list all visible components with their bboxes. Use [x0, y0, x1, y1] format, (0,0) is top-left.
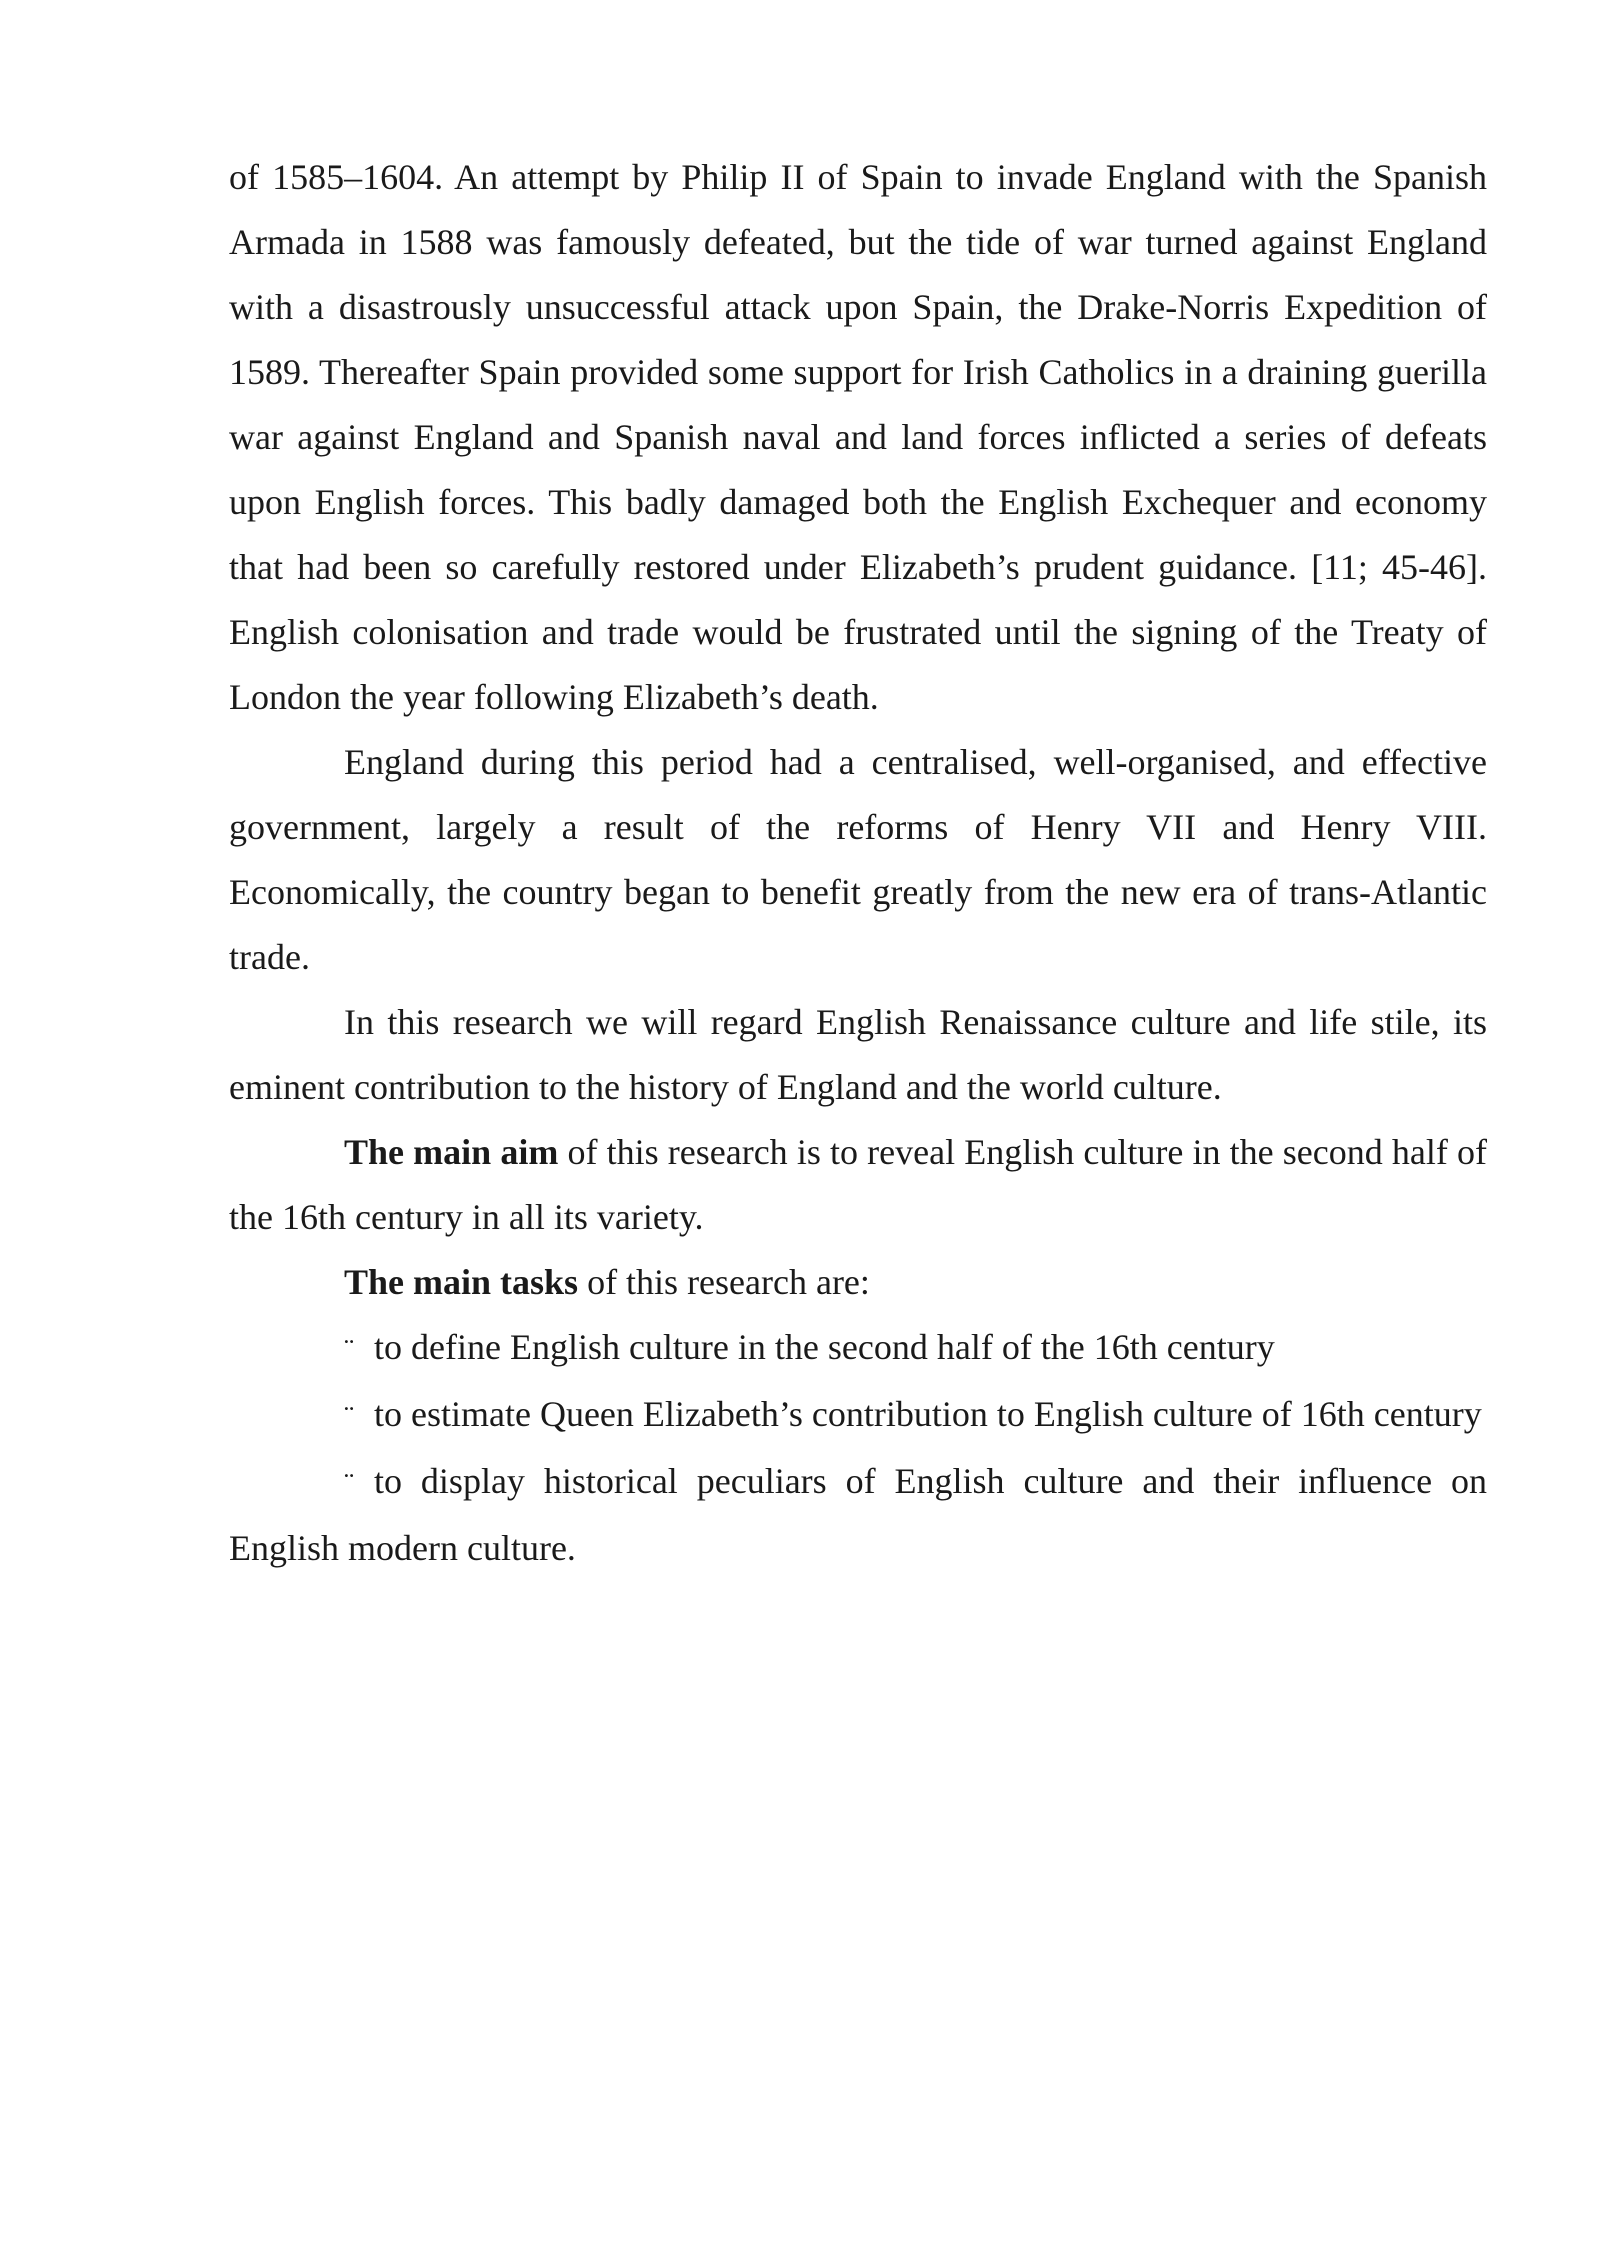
- paragraph-main-aim: [229, 1120, 1487, 1250]
- main-aim-text: of this research is to reveal English culture in the second half of the 16th century in all its variety.: [229, 1132, 1488, 1237]
- paragraph-research-intro: In this research we will regard English Renaissance culture and life stile, its eminent contribution to the history of England and the world culture.: [229, 1002, 1487, 1107]
- paragraph-main-tasks: [229, 1250, 1487, 1315]
- task-text: to display historical peculiars of English culture and their influence on English modern culture.: [229, 1461, 1487, 1568]
- main-tasks-label: The main tasks: [344, 1262, 579, 1302]
- document-body: [229, 145, 1487, 1581]
- bullet-icon: ¨: [344, 1400, 354, 1433]
- task-item: [229, 1382, 1487, 1449]
- task-item: [229, 1449, 1487, 1581]
- main-tasks-text: of this research are:: [578, 1262, 870, 1302]
- paragraph-government: England during this period had a centralised, well-organised, and effective government, largely a result of the reforms of Henry VII and Henry VIII. Economically, the country began to benefit greatly from the new era of trans-Atlantic trade.: [229, 742, 1487, 977]
- main-aim-label: The main aim: [344, 1132, 559, 1172]
- bullet-icon: ¨: [344, 1333, 354, 1366]
- bullet-icon: ¨: [344, 1467, 354, 1500]
- task-text: to define English culture in the second half of the 16th century: [374, 1327, 1275, 1367]
- task-text: to estimate Queen Elizabeth’s contribution to English culture of 16th century: [374, 1394, 1482, 1434]
- paragraph-armada-history: of 1585–1604. An attempt by Philip II of Spain to invade England with the Spanish Armada in 1588 was famously defeated, but the tide of war turned against England with a disastrously unsuccessful attack upon Spain, the Drake-Norris Expedition of 1589. Thereafter Spain provided some support for Irish Catholics in a draining guerilla war against England and Spanish naval and land forces inflicted a series of defeats upon English forces. This badly damaged both the English Exchequer and economy that had been so carefully restored under Elizabeth’s prudent guidance. [11; 45-46]. English colonisation and trade would be frustrated until the signing of the Treaty of London the year following Elizabeth’s death.: [229, 157, 1487, 717]
- task-item: [229, 1315, 1487, 1382]
